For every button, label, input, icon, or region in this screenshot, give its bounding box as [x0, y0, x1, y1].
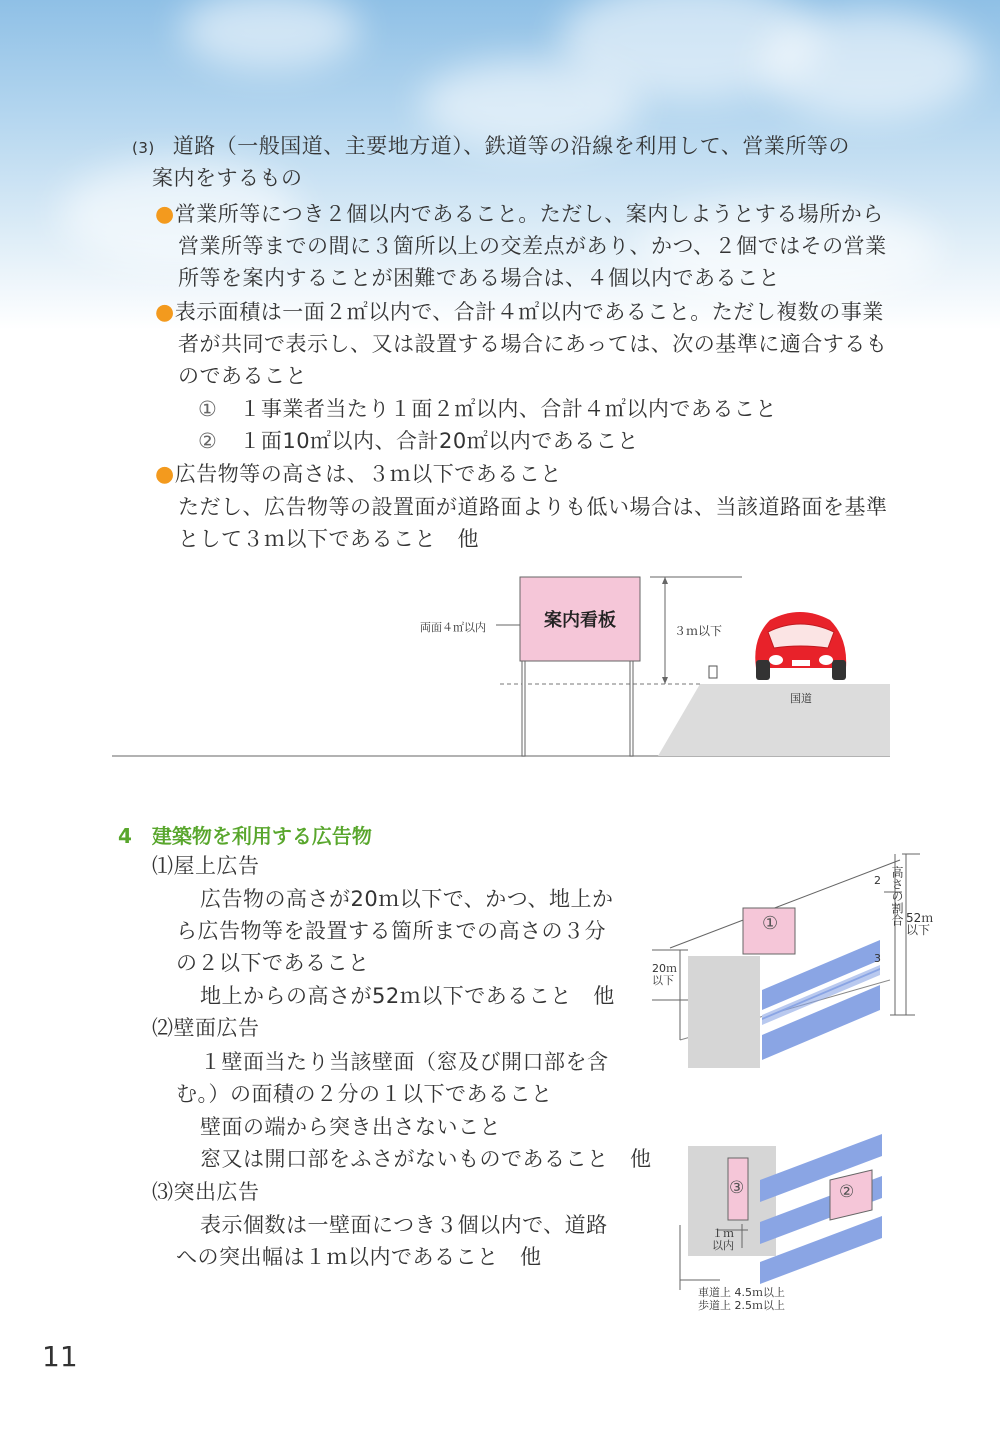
figure-wall-drawing	[660, 1100, 900, 1300]
wall-text: 壁面の端から突き出さないこと	[200, 1115, 501, 1139]
section-4-title: 4 建築物を利用する広告物	[118, 824, 372, 848]
wall-text: 窓又は開口部をふさがないものであること 他	[200, 1147, 652, 1171]
proj-heading: ⑶突出広告	[152, 1180, 260, 1204]
area-label: 両面４㎡以内	[420, 621, 486, 634]
bullet-2: ●表示面積は一面２㎡以内で、合計４㎡以内であること。ただし複数の事業	[155, 300, 884, 325]
ratio-top: 2	[874, 874, 881, 887]
sub-item-1: ① １事業者当たり１面２㎡以内、合計４㎡以内であること	[198, 397, 777, 421]
wall-sign-mark: ②	[839, 1182, 855, 1202]
roof-text: 地上からの高さが52ｍ以下であること 他	[200, 984, 615, 1008]
bullet-2-line2: 者が共同で表示し、又は設置する場合にあっては、次の基準に適合するも	[178, 332, 888, 356]
label-height: 車道上 4.5ｍ以上 歩道上 2.5ｍ以上	[698, 1286, 785, 1312]
roof-sign-mark: ①	[762, 913, 779, 934]
projecting-sign-mark: ③	[729, 1178, 745, 1198]
roof-heading: ⑴屋上広告	[152, 854, 260, 878]
label-20m: 20ｍ 以下	[652, 962, 677, 987]
proj-text: への突出幅は１ｍ以内であること 他	[176, 1245, 542, 1269]
wall-text: む。）の面積の２分の１以下であること	[176, 1082, 553, 1106]
proj-text: 表示個数は一壁面につき３個以内で、道路	[200, 1213, 608, 1237]
bullet-2-line3: のであること	[178, 364, 307, 388]
figure-guide-sign-drawing	[0, 560, 1000, 770]
road-label: 国道	[790, 692, 812, 705]
bullet-dot-icon: ●	[155, 462, 175, 487]
label-1m: １ｍ 以内	[712, 1227, 734, 1252]
roof-text: の２以下であること	[176, 951, 370, 975]
page-number: 11	[42, 1340, 78, 1373]
bullet-1: ●営業所等につき２個以内であること。ただし、案内しようとする場所から	[155, 202, 884, 227]
section-3-heading-cont: 案内をするもの	[152, 166, 303, 190]
label-52m: 52ｍ 以下	[906, 911, 934, 937]
roof-text: 広告物の高さが20ｍ以下で、かつ、地上か	[200, 887, 614, 911]
bullet-1-line3: 所等を案内することが困難である場合は、４個以内であること	[178, 266, 780, 290]
wall-heading: ⑵壁面広告	[152, 1016, 260, 1040]
wall-text: １壁面当たり当該壁面（窓及び開口部を含	[200, 1050, 609, 1074]
ratio-label: 高さの割合	[890, 866, 904, 926]
section-3-heading: (3) 道路（一般国道、主要地方道）、鉄道等の沿線を利用して、営業所等の	[132, 134, 850, 158]
figure-roof-drawing	[640, 840, 960, 1080]
height-label: ３ｍ以下	[674, 624, 723, 638]
sign-label: 案内看板	[544, 610, 616, 631]
car-icon	[755, 612, 846, 680]
roof-text: ら広告物等を設置する箇所までの高さの３分	[176, 919, 606, 943]
note-line2: として３ｍ以下であること 他	[178, 527, 479, 551]
bullet-dot-icon: ●	[155, 300, 175, 325]
bullet-1-line2: 営業所等までの間に３箇所以上の交差点があり、かつ、２個ではその営業	[178, 234, 887, 258]
bullet-3: ●広告物等の高さは、３ｍ以下であること	[155, 462, 562, 487]
sub-item-2: ② １面10㎡以内、合計20㎡以内であること	[198, 429, 639, 453]
bullet-dot-icon: ●	[155, 202, 175, 227]
ratio-bottom: 3	[874, 952, 881, 965]
note-line1: ただし、広告物等の設置面が道路面よりも低い場合は、当該道路面を基準	[178, 495, 888, 519]
